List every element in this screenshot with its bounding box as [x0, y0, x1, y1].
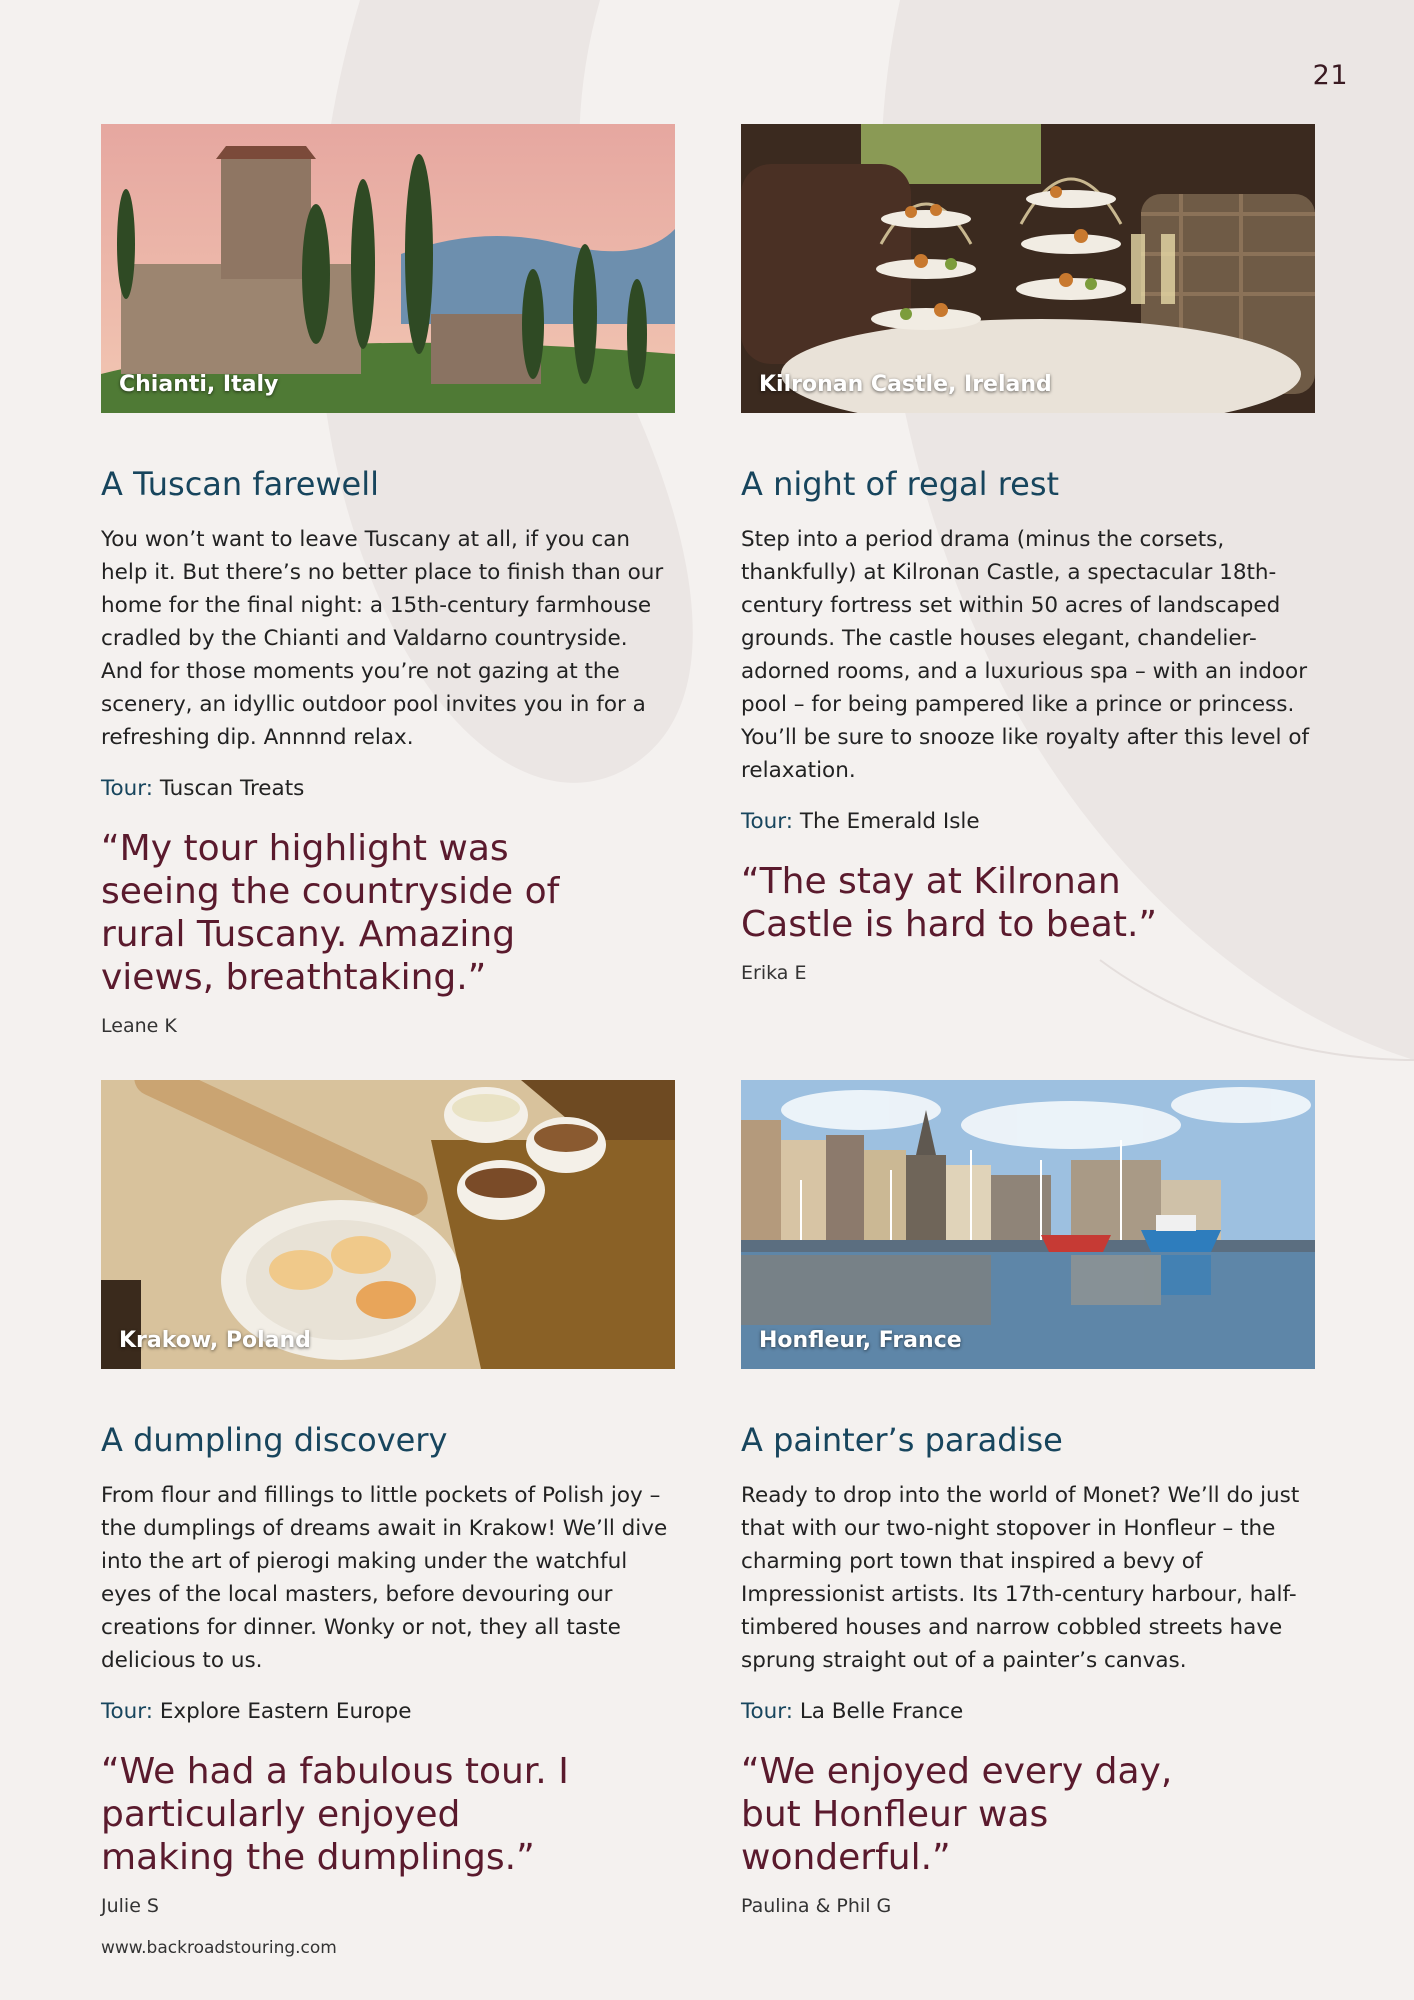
testimonial-quote: “My tour highlight was seeing the countryside of rural Tuscany. Amazing views, breathtaking.” [101, 828, 560, 999]
footer-website-link[interactable]: www.backroadstouring.com [101, 1938, 337, 1958]
tour-name: Tuscan Treats [159, 776, 305, 802]
tour-name: La Belle France [799, 1699, 964, 1725]
photo-location-label: Honfleur, France [759, 1328, 962, 1353]
photo-location-label: Krakow, Poland [119, 1328, 311, 1353]
card-title: A painter’s paradise [741, 1421, 1063, 1459]
card-title: A dumpling discovery [101, 1421, 448, 1459]
photo-krakow [101, 1080, 675, 1369]
testimonial-author: Leane K [101, 1015, 177, 1038]
tour-line [101, 776, 675, 801]
card-kilronan [741, 124, 1315, 984]
testimonial-quote: “The stay at Kilronan Castle is hard to beat.” [741, 861, 1158, 946]
card-body: From flour and fillings to little pockets of Polish joy – the dumplings of dreams await in Krakow! We’ll dive into the art of pierogi making under the watchful eyes of the local masters, before devouring our creations for dinner. Wonky or not, they all taste delicious to us. [101, 1483, 668, 1674]
tour-label: Tour: [101, 1699, 153, 1725]
tour-line [741, 1699, 1315, 1724]
photo-location-label: Kilronan Castle, Ireland [759, 372, 1052, 397]
card-title: A night of regal rest [741, 465, 1060, 503]
testimonial-quote: “We enjoyed every day, but Honfleur was wonderful.” [741, 1751, 1173, 1879]
testimonial-author: Erika E [741, 962, 807, 985]
tour-label: Tour: [741, 809, 793, 835]
photo-location-label: Chianti, Italy [119, 372, 279, 397]
honfleur-image [741, 1080, 1315, 1369]
card-tuscany [101, 124, 675, 1037]
tour-line [741, 809, 1315, 834]
card-body: You won’t want to leave Tuscany at all, if you can help it. But there’s no better place to finish than our home for the final night: a 15th-century farmhouse cradled by the Chianti and Valdarno countryside. And for those moments you’re not gazing at the scenery, an idyllic outdoor pool invites you in for a refreshing dip. Annnnd relax. [101, 527, 664, 751]
card-honfleur [741, 1080, 1315, 1917]
tour-label: Tour: [101, 776, 153, 802]
photo-honfleur [741, 1080, 1315, 1369]
card-body: Ready to drop into the world of Monet? We’ll do just that with our two-night stopover in Honfleur – the charming port town that inspired a bevy of Impressionist artists. Its 17th-century harbour, half-timbered houses and narrow cobbled streets have sprung straight out of a painter’s canvas. [741, 1483, 1300, 1674]
photo-kilronan [741, 124, 1315, 413]
chianti-image [101, 124, 675, 413]
photo-chianti [101, 124, 675, 413]
tour-name: The Emerald Isle [799, 809, 980, 835]
card-krakow [101, 1080, 675, 1917]
testimonial-author: Paulina & Phil G [741, 1895, 892, 1918]
page-number: 21 [1312, 60, 1348, 91]
tour-name: Explore Eastern Europe [159, 1699, 412, 1725]
tour-line [101, 1699, 675, 1724]
kilronan-image [741, 124, 1315, 413]
tour-label: Tour: [741, 1699, 793, 1725]
testimonial-author: Julie S [101, 1895, 159, 1918]
krakow-image [101, 1080, 675, 1369]
card-body: Step into a period drama (minus the corsets, thankfully) at Kilronan Castle, a spectacular 18th-century fortress set within 50 acres of landscaped grounds. The castle houses elegant, chandelier-adorned rooms, and a luxurious spa – with an indoor pool – for being pampered like a prince or princess. You’ll be sure to snooze like royalty after this level of relaxation. [741, 527, 1310, 784]
card-title: A Tuscan farewell [101, 465, 380, 503]
testimonial-quote: “We had a fabulous tour. I particularly enjoyed making the dumplings.” [101, 1751, 569, 1879]
